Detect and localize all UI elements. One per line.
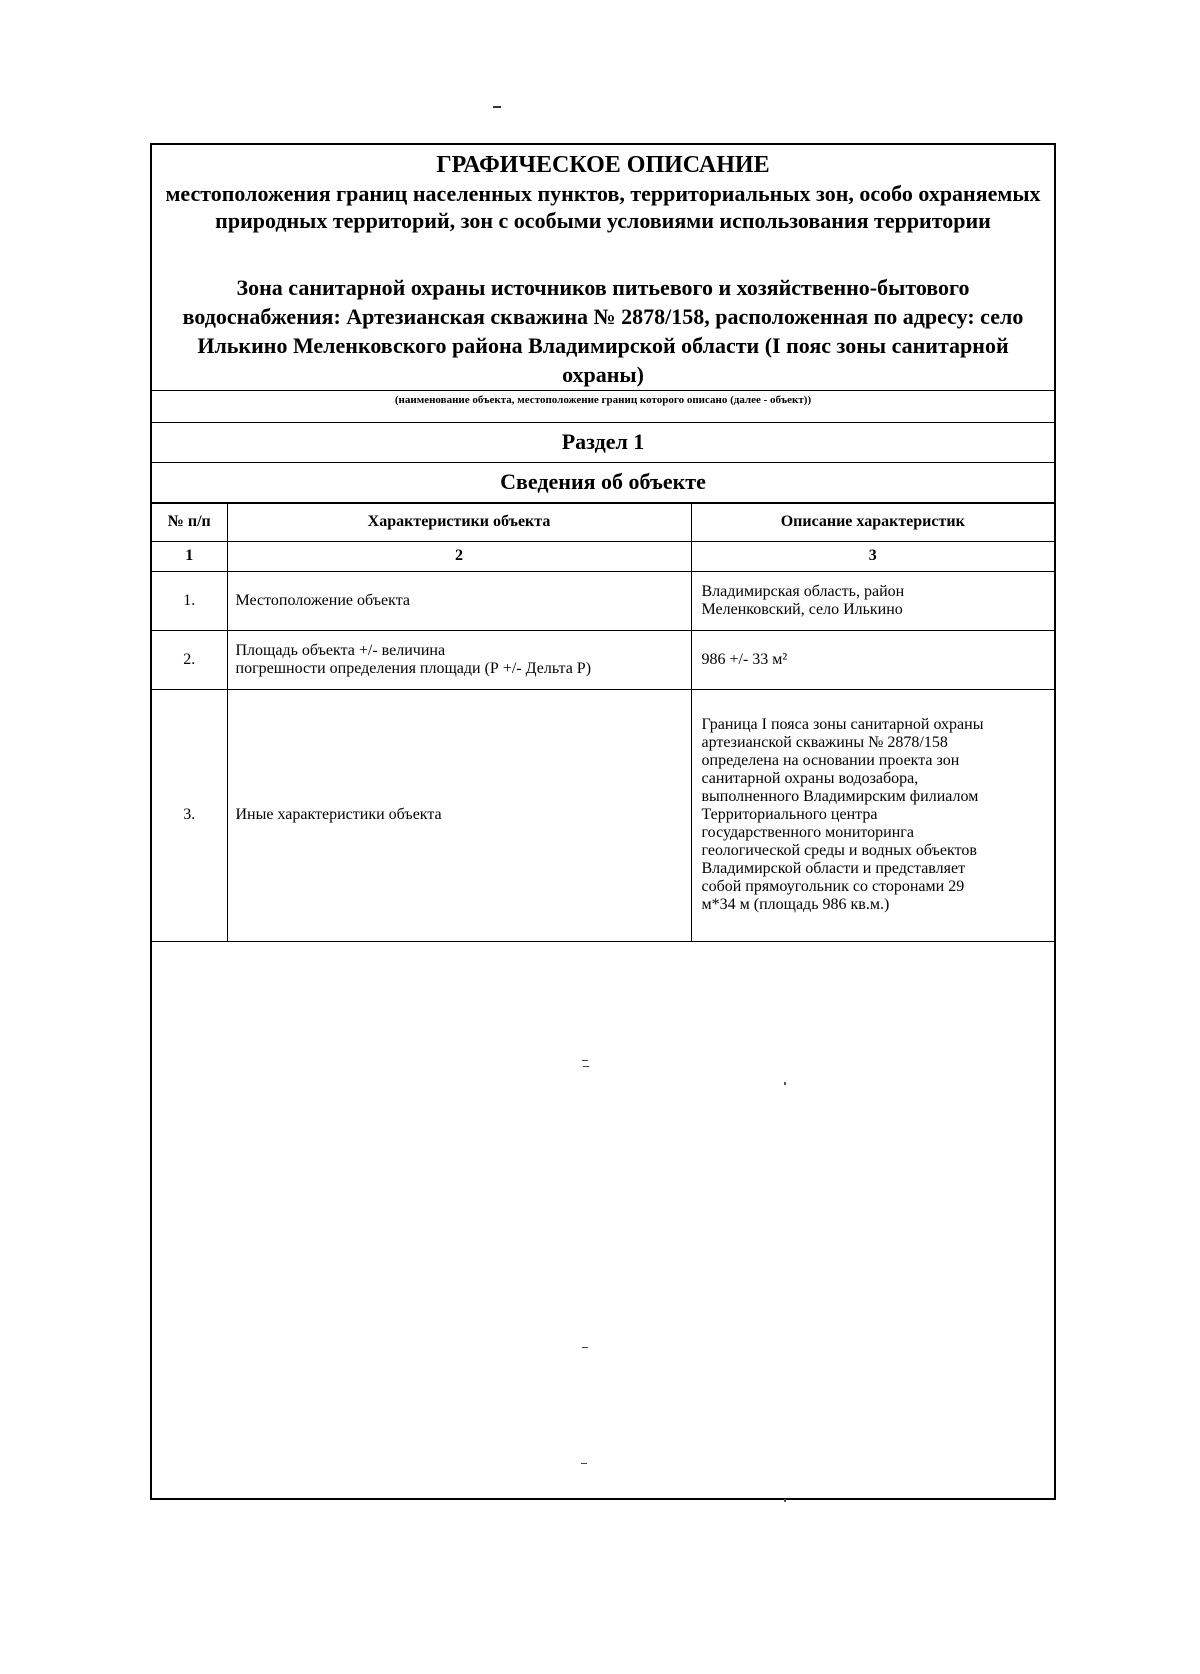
description-line: Владимирской области и представляет [701, 860, 966, 877]
column-header-description: Описание характеристик [691, 503, 1054, 541]
table-header-row [152, 503, 1054, 541]
row-description [691, 689, 1054, 941]
column-header-characteristic: Характеристики объекта [227, 503, 691, 541]
document-title: ГРАФИЧЕСКОЕ ОПИСАНИЕ [436, 152, 770, 178]
column-header-number: № п/п [152, 503, 227, 541]
description-line: Меленковский, село Илькино [701, 600, 903, 618]
characteristic-line: Площадь объекта +/- величина [235, 641, 446, 659]
scan-mark [493, 106, 501, 108]
scan-speck [784, 1082, 786, 1085]
row-characteristic: Иные характеристики объекта [227, 689, 691, 941]
divider [152, 390, 1054, 391]
table-row [152, 630, 1054, 689]
characteristic-line: погрешности определения площади (Р +/- Дельта Р) [235, 659, 592, 677]
section-title: Раздел 1 [561, 429, 645, 454]
document-header [152, 145, 1054, 390]
description-line: Граница I пояса зоны санитарной охраны [701, 716, 984, 733]
row-characteristic [227, 630, 691, 689]
section-subtitle: Сведения об объекте [500, 469, 706, 494]
row-number: 3. [152, 689, 227, 941]
row-description [691, 571, 1054, 630]
description-line: государственного мониторинга [701, 824, 914, 841]
blank-area [152, 1065, 1054, 1498]
description-line: определена на основании проекта зон [701, 752, 960, 769]
column-number: 3 [691, 541, 1054, 571]
description-line: Территориального центра [701, 806, 878, 823]
table-row [152, 571, 1054, 630]
document-subtitle: местоположения границ населенных пунктов, территориальных зон, особо охраняемых природных территорий, зон с особыми условиями использования территории [165, 181, 1041, 233]
column-number: 1 [152, 541, 227, 571]
scan-speck [583, 1066, 589, 1067]
scan-speck [784, 1499, 786, 1502]
description-line: Владимирская область, район [701, 582, 905, 600]
scan-speck [582, 1060, 588, 1061]
characteristics-table [152, 502, 1054, 942]
description-line: артезианской скважины № 2878/158 [701, 734, 948, 751]
description-line: м*34 м (площадь 986 кв.м.) [701, 896, 890, 913]
scan-speck [581, 1463, 587, 1464]
column-number: 2 [227, 541, 691, 571]
description-line: геологической среды и водных объектов [701, 842, 977, 859]
document-frame [150, 143, 1056, 1500]
row-number: 2. [152, 630, 227, 689]
object-name: Зона санитарной охраны источников питьевого и хозяйственно-бытового водоснабжения: Артезианская скважина № 2878/158, расположенная по адресу: село Илькино Меленковского района Владимирской области (I пояс зоны санитарной охраны) [182, 275, 1024, 387]
row-characteristic: Местоположение объекта [227, 571, 691, 630]
table-row [152, 689, 1054, 941]
description-line: выполненного Владимирским филиалом [701, 788, 979, 805]
object-caption: (наименование объекта, местоположение границ которого описано (далее - объект)) [394, 394, 812, 406]
row-description: 986 +/- 33 м² [691, 630, 1054, 689]
table-column-numbers-row [152, 541, 1054, 571]
row-number: 1. [152, 571, 227, 630]
scan-speck [582, 1347, 588, 1348]
description-line: санитарной охраны водозабора, [701, 770, 919, 787]
description-line: собой прямоугольник со сторонами 29 [701, 878, 965, 895]
